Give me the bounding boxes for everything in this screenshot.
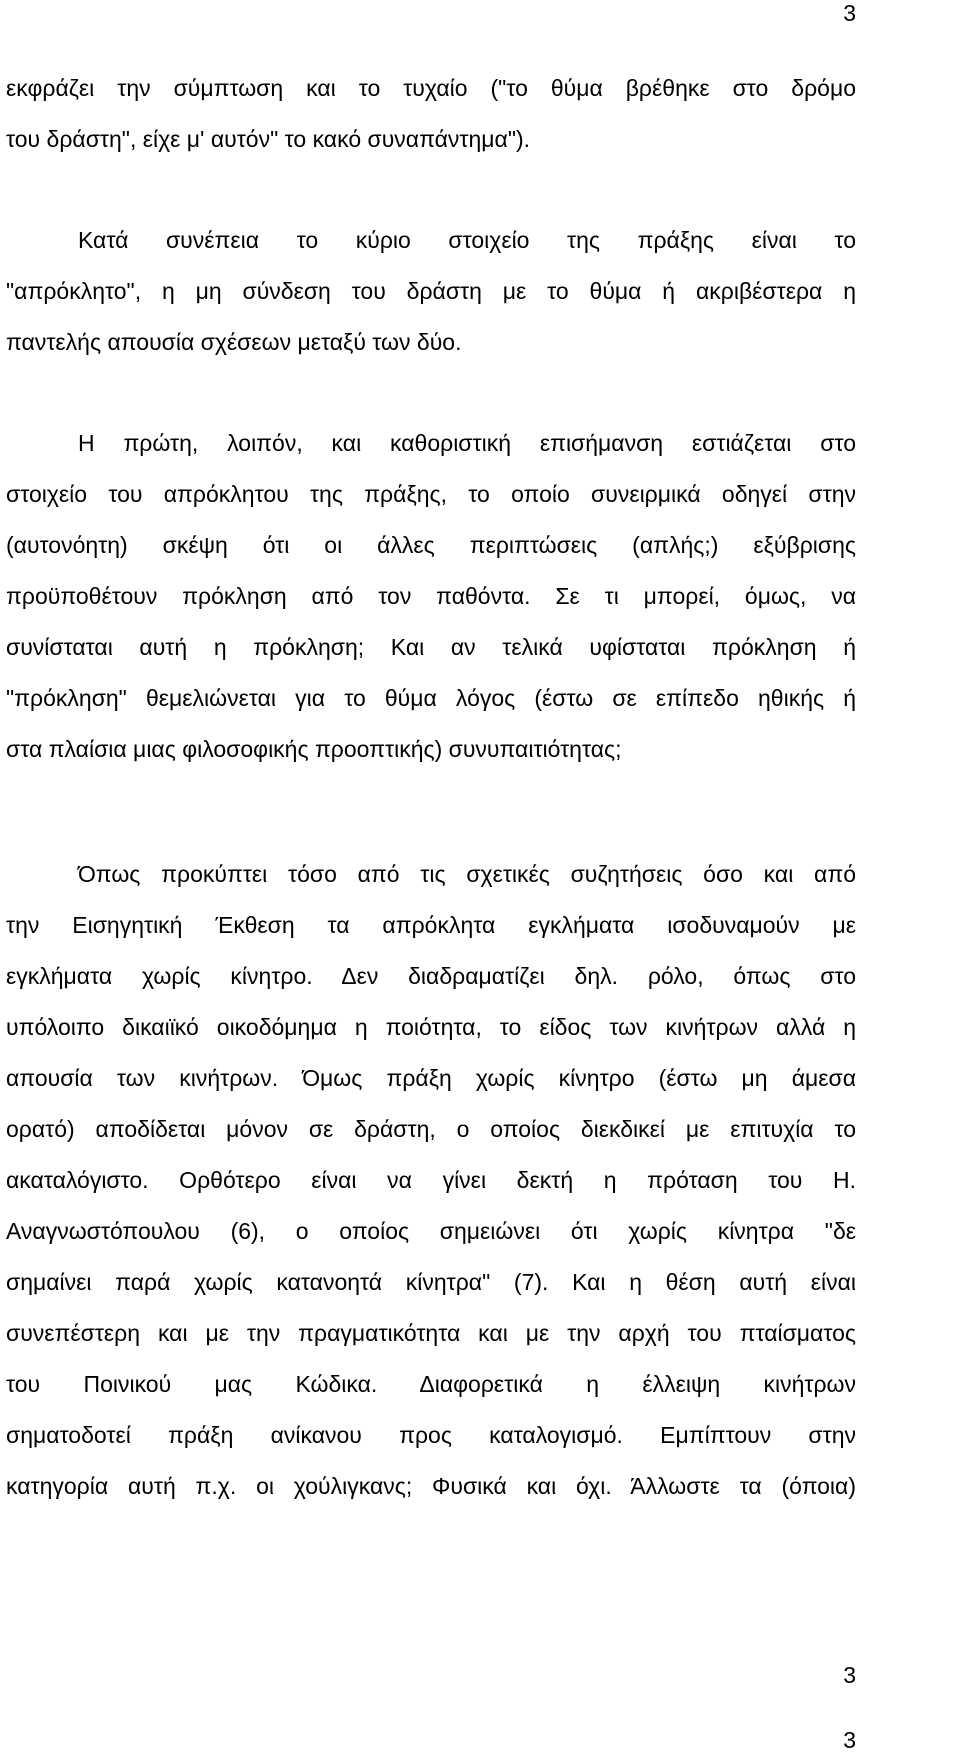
text-line: "πρόκληση" θεμελιώνεται για το θύμα λόγος (έστω σε επίπεδο ηθικής ή: [6, 685, 856, 711]
text-line: απουσία των κινήτρων. Όμως πράξη χωρίς κίνητρο (έστω μη άμεσα: [6, 1065, 856, 1091]
paragraph-3: [6, 426, 856, 783]
page-number-bottom: 3: [843, 1662, 856, 1688]
text-line: Κατά συνέπεια το κύριο στοιχείο της πράξης είναι το: [78, 227, 856, 253]
text-line: συνεπέστερη και με την πραγματικότητα και με την αρχή του πταίσματος: [6, 1320, 856, 1346]
text-line: σηματοδοτεί πράξη ανίκανου προς καταλογισμό. Εμπίπτουν στην: [6, 1422, 856, 1448]
text-line: Η πρώτη, λοιπόν, και καθοριστική επισήμανση εστιάζεται στο: [78, 430, 856, 456]
paragraph-1: [6, 71, 856, 173]
paragraph-gap: [6, 783, 856, 857]
text-line: Αναγνωστόπουλου (6), ο οποίος σημειώνει ότι χωρίς κίνητρα "δε: [6, 1218, 856, 1244]
text-line: κατηγορία αυτή π.χ. οι χούλιγκανς; Φυσικά και όχι. Άλλωστε τα (όποια): [6, 1473, 856, 1499]
text-line: συνίσταται αυτή η πρόκληση; Και αν τελικά υφίσταται πρόκληση ή: [6, 634, 856, 660]
text-line: παντελής απουσία σχέσεων μεταξύ των δύο.: [6, 329, 462, 355]
text-line: "απρόκλητο", η μη σύνδεση του δράστη με το θύμα ή ακριβέστερα η: [6, 278, 856, 304]
text-line: εγκλήματα χωρίς κίνητρο. Δεν διαδραματίζει δηλ. ρόλο, όπως στο: [6, 963, 856, 989]
text-line: προϋποθέτουν πρόκληση από τον παθόντα. Σε τι μπορεί, όμως, να: [6, 583, 856, 609]
text-line: την Εισηγητική Έκθεση τα απρόκλητα εγκλήματα ισοδυναμούν με: [6, 912, 856, 938]
text-line: του δράστη", είχε μ' αυτόν" το κακό συναπάντημα").: [6, 126, 531, 152]
paragraph-gap: [6, 173, 856, 223]
text-line: υπόλοιπο δικαιϊκό οικοδόμημα η ποιότητα, το είδος των κινήτρων αλλά η: [6, 1014, 856, 1040]
text-line: ακαταλόγιστο. Ορθότερο είναι να γίνει δεκτή η πρόταση του Η.: [6, 1167, 856, 1193]
text-line: του Ποινικού μας Κώδικα. Διαφορετικά η έλλειψη κινήτρων: [6, 1371, 856, 1397]
page-number-bottom: 3: [843, 1727, 856, 1753]
text-line: σημαίνει παρά χωρίς κατανοητά κίνητρα" (7). Και η θέση αυτή είναι: [6, 1269, 856, 1295]
text-line: Όπως προκύπτει τόσο από τις σχετικές συζητήσεις όσο και από: [78, 861, 856, 887]
text-line: εκφράζει την σύμπτωση και το τυχαίο ("το θύμα βρέθηκε στο δρόμο: [6, 75, 856, 101]
document-body: [6, 71, 856, 1520]
paragraph-2: [6, 223, 856, 376]
text-line: (αυτονόητη) σκέψη ότι οι άλλες περιπτώσεις (απλής;) εξύβρισης: [6, 532, 856, 558]
paragraph-gap: [6, 376, 856, 426]
text-line: στα πλαίσια μιας φιλοσοφικής προοπτικής) συνυπαιτιότητας;: [6, 736, 622, 762]
paragraph-4: [6, 857, 856, 1520]
page-number-top: 3: [843, 0, 856, 26]
text-line: ορατό) αποδίδεται μόνον σε δράστη, ο οποίος διεκδικεί με επιτυχία το: [6, 1116, 856, 1142]
text-line: στοιχείο του απρόκλητου της πράξης, το οποίο συνειρμικά οδηγεί στην: [6, 481, 856, 507]
